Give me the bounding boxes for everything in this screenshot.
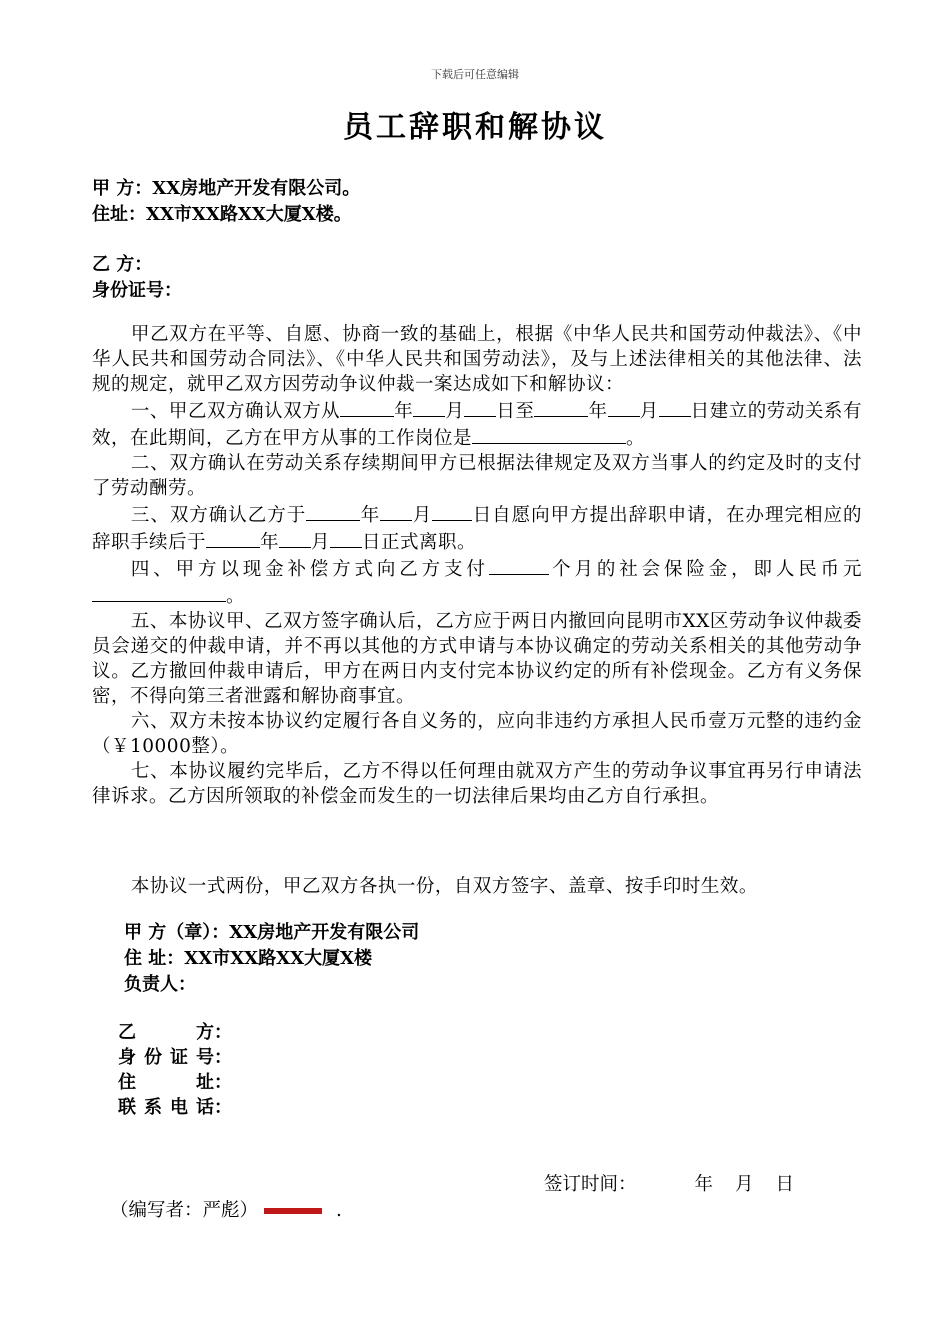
intro-paragraph: 甲乙双方在平等、自愿、协商一致的基础上，根据《中华人民共和国劳动仲裁法》、《中华人民共和国劳动合同法》、《中华人民共和国劳动法》，及与上述法律相关的其他法律、法规的规定，就甲乙双方因劳动争议仲裁一案达成如下和解协议： — [92, 324, 862, 395]
redacted-bar — [264, 1208, 322, 1214]
signature-a-address: 住 址：XX市XX路XX大厦X楼 — [124, 948, 373, 969]
blank-field[interactable] — [413, 397, 445, 417]
agreement-body — [92, 322, 862, 809]
signature-b-id: 身份证号： — [118, 1047, 232, 1068]
clause-3: 三、双方确认乙方于 年 月 日自愿向甲方提出辞职申请，在办理完相应的辞职手续后于 年 月 日正式离职。 — [92, 501, 862, 555]
blank-field[interactable] — [306, 501, 360, 521]
clause-4: 四、甲方以现金补偿方式向乙方支付 个月的社会保险金，即人民币元。 — [92, 555, 862, 609]
blank-field[interactable] — [340, 397, 394, 417]
signature-party-a — [124, 920, 419, 998]
blank-field[interactable] — [489, 555, 549, 575]
author-trailing: . — [336, 1200, 342, 1221]
sign-date-day: 日 — [775, 1174, 795, 1195]
signature-b-phone: 联系电话： — [118, 1097, 232, 1118]
blank-field[interactable] — [608, 397, 640, 417]
sign-date-year: 年 — [694, 1174, 714, 1195]
blank-field[interactable] — [330, 528, 362, 548]
author-text: （编写者：严彪） — [110, 1200, 259, 1221]
closing-statement: 本协议一式两份，甲乙双方各执一份，自双方签字、盖章、按手印时生效。 — [130, 876, 758, 897]
clause-7: 七、本协议履约完毕后，乙方不得以任何理由就双方产生的劳动争议事宜再另行申请法律诉求。乙方因所领取的补偿金而发生的一切法律后果均由乙方自行承担。 — [92, 761, 862, 807]
signature-a-person: 负责人： — [124, 974, 196, 995]
clause-6: 六、双方未按本协议约定履行各自义务的，应向非违约方承担人民币壹万元整的违约金（￥10000整）。 — [92, 711, 862, 757]
blank-field[interactable] — [279, 528, 311, 548]
sign-date-label: 签订时间： — [544, 1174, 637, 1195]
blank-field[interactable] — [92, 582, 226, 602]
blank-field[interactable] — [659, 397, 691, 417]
signature-a-company: 甲 方（章）：XX房地产开发有限公司 — [124, 922, 420, 943]
signature-b-party: 乙方： — [118, 1022, 232, 1043]
party-a-address: 住址：XX市XX路XX大厦X楼。 — [92, 204, 352, 225]
party-b-id: 身份证号： — [92, 280, 182, 301]
sign-date — [544, 1170, 816, 1196]
blank-field[interactable] — [206, 528, 260, 548]
party-a-name: 甲 方：XX房地产开发有限公司。 — [92, 178, 361, 199]
party-b-block — [92, 252, 182, 304]
signature-b-address: 住址： — [118, 1072, 232, 1093]
blank-field[interactable] — [432, 501, 472, 521]
clause-1: 一、甲乙双方确认双方从 年 月 日至 年 月 日建立的劳动关系有效，在此期间，乙方在甲方从事的工作岗位是 。 — [92, 397, 862, 451]
party-b-name: 乙 方： — [92, 254, 153, 275]
sign-date-month: 月 — [735, 1174, 754, 1195]
clause-2: 二、双方确认在劳动关系存续期间甲方已根据法律规定及双方当事人的约定及时的支付了劳动酬劳。 — [92, 453, 862, 499]
document-title: 员工辞职和解协议 — [343, 110, 607, 145]
header-note: 下载后可任意编辑 — [431, 68, 519, 81]
blank-field[interactable] — [472, 424, 626, 444]
blank-field[interactable] — [380, 501, 412, 521]
blank-field[interactable] — [464, 397, 496, 417]
party-a-block — [92, 176, 360, 228]
clause-5: 五、本协议甲、乙双方签字确认后，乙方应于两日内撤回向昆明市XX区劳动争议仲裁委员会递交的仲裁申请，并不再以其他的方式申请与本协议确定的劳动关系相关的其他劳动争议。乙方撤回仲裁申请后，甲方在两日内支付完本协议约定的所有补偿现金。乙方有义务保密，不得向第三者泄露和解协商事宜。 — [92, 611, 862, 707]
signature-party-b — [118, 1020, 232, 1120]
author-note — [110, 1196, 342, 1222]
blank-field[interactable] — [534, 397, 588, 417]
